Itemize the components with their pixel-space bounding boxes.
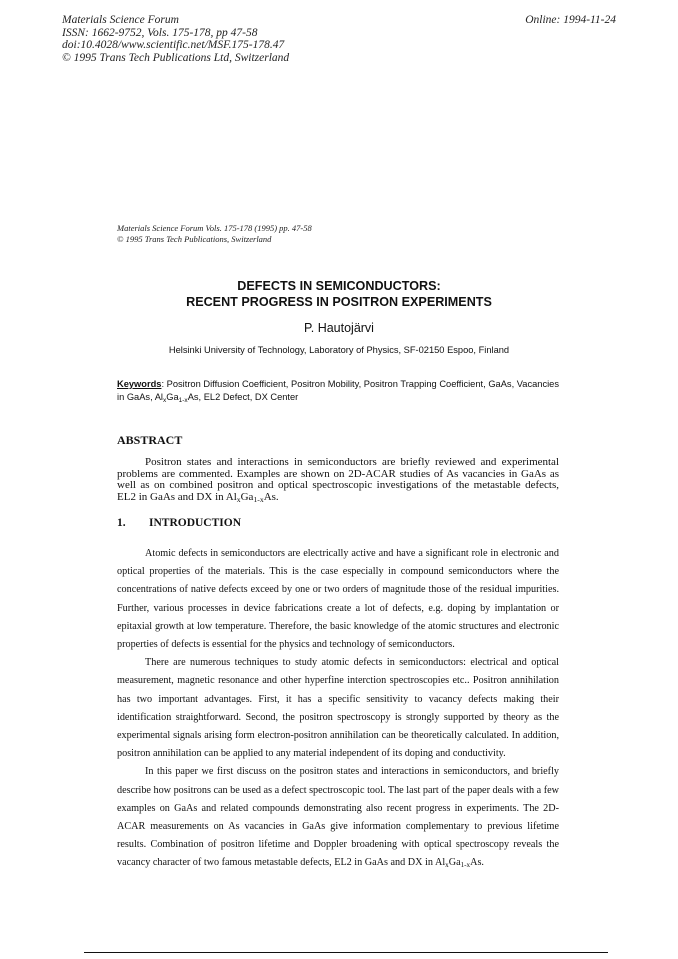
footer-rule bbox=[84, 952, 608, 953]
abstract-text-end: As. bbox=[263, 490, 279, 503]
keywords-subscript-1x: 1-x bbox=[178, 397, 188, 404]
paragraph-3-subscript-x: x bbox=[445, 861, 449, 870]
keywords-text-ga: Ga bbox=[166, 392, 179, 402]
section-title: INTRODUCTION bbox=[149, 517, 242, 529]
author-affiliation: Helsinki University of Technology, Laboratory of Physics, SF-02150 Espoo, Finland bbox=[168, 345, 510, 355]
keywords bbox=[117, 378, 559, 404]
paragraph-3 bbox=[117, 763, 559, 872]
keywords-text: : Positron Diffusion Coefficient, Positron Mobility, Positron Trapping Coefficient, GaAs, Vacancies in GaAs, Al bbox=[117, 379, 559, 402]
abstract-heading: ABSTRACT bbox=[117, 433, 183, 447]
abstract-subscript-1x: 1-x bbox=[253, 494, 264, 504]
keywords-text-end: As, EL2 Defect, DX Center bbox=[187, 392, 299, 402]
abstract-subscript-x: x bbox=[236, 494, 241, 504]
paragraph-3-end: As. bbox=[470, 857, 484, 869]
abstract-text-ga: Ga bbox=[240, 490, 254, 503]
paragraph-1: Atomic defects in semiconductors are electrically active and have a significant role in electronic and optical properties of the materials. This is the case especially in compound semiconductors where the concentrations of native defects exceed by one or two orders of magnitude those of the residual impurities. Further, various processes in device fabrications create a lot of defects, e.g. doping by implantation or epitaxial growth at low temperature. Therefore, the basic knowledge of the atomic structures and electronic properties of defects is essential for the physics and technology of semiconductors. bbox=[117, 548, 559, 651]
section-number: 1. bbox=[117, 517, 126, 529]
section-heading bbox=[117, 517, 241, 529]
author-name: P. Hautojärvi bbox=[304, 321, 374, 335]
online-date: Online: 1994-11-24 bbox=[525, 14, 616, 26]
citation-block bbox=[117, 223, 312, 245]
citation-line-2: © 1995 Trans Tech Publications, Switzerland bbox=[117, 234, 272, 244]
abstract-text-main: Positron states and interactions in semiconductors are briefly reviewed and experimental problems are commented. Examples are shown on 2D-ACAR studies of As vacancies in GaAs as well as on combined positron and optical spectroscopic investigations of the metastable defects, EL2 in GaAs and DX in Al bbox=[117, 456, 559, 503]
introduction-body bbox=[117, 545, 559, 873]
keywords-subscript-x: x bbox=[163, 397, 167, 404]
paper-title bbox=[0, 278, 678, 310]
issn-line: ISSN: 1662-9752, Vols. 175-178, pp 47-58 bbox=[62, 26, 258, 39]
paragraph-3-subscript-1x: 1-x bbox=[460, 861, 471, 870]
abstract-text bbox=[117, 457, 559, 503]
citation-line-1: Materials Science Forum Vols. 175-178 (1995) pp. 47-58 bbox=[117, 223, 312, 233]
title-line-1: DEFECTS IN SEMICONDUCTORS: bbox=[237, 279, 441, 293]
journal-name: Materials Science Forum bbox=[62, 14, 179, 26]
title-line-2: RECENT PROGRESS IN POSITRON EXPERIMENTS bbox=[186, 295, 492, 309]
keywords-label: Keywords bbox=[117, 379, 162, 389]
paragraph-2: There are numerous techniques to study atomic defects in semiconductors: electrical and optical measurement, magnetic resonance and other hyperfine interction spectroscopies etc.. Positron annihilation has two important advantages. First, it has a specific sensitivity to vacancy defects making their identification straightforward. Second, the positron spectroscopy is strongly supported by theory as the experimental signals arising form electron-positron annihilation can be theoretically calculated. In addition, positron annihilation can be applied to any material independent of its doping and conductivity. bbox=[117, 657, 559, 760]
journal-metadata bbox=[62, 14, 289, 64]
copyright-line: © 1995 Trans Tech Publications Ltd, Switzerland bbox=[62, 51, 290, 64]
paragraph-3-main: In this paper we first discuss on the positron states and interactions in semiconductors, and briefly describe how positrons can be used as a defect spectroscopic tool. The last part of the paper deals with a few examples on GaAs and related compounds demonstrating also recent progress in experiments. The 2D-ACAR measurements on As vacancies in GaAs give information complementary to previous lifetime results. Combination of positron lifetime and Doppler broadening with optical spectroscopy reveals the vacancy character of two famous metastable defects, EL2 in GaAs and DX in Al bbox=[117, 766, 559, 869]
paragraph-3-ga: Ga bbox=[448, 857, 461, 869]
doi-line[interactable]: doi:10.4028/www.scientific.net/MSF.175-178.47 bbox=[62, 39, 285, 51]
